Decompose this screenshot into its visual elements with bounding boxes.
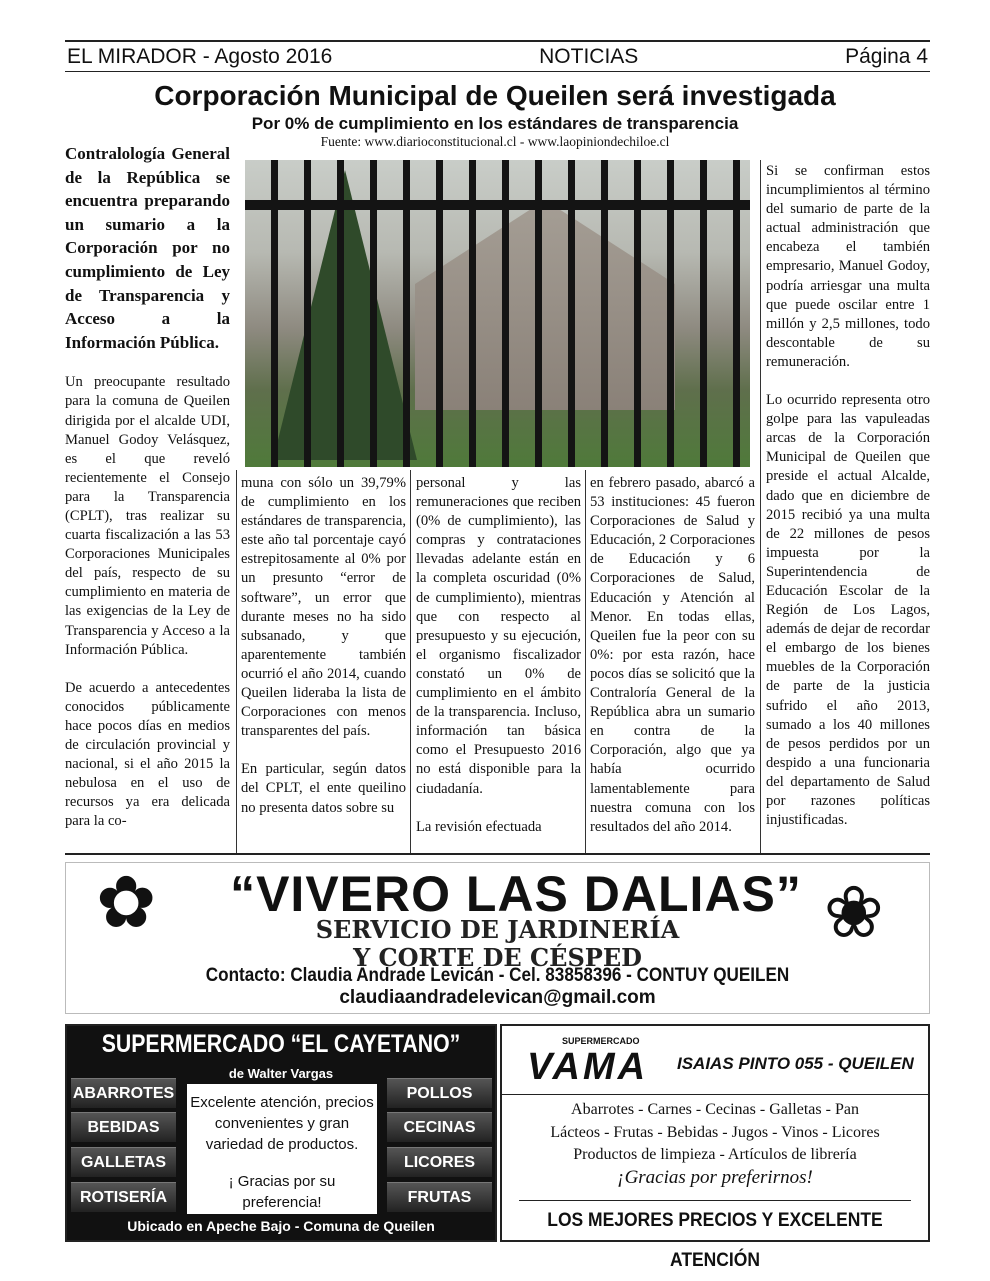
article-subtitle: Por 0% de cumplimiento en los estándares de transparencia <box>251 114 739 133</box>
ad-small-label: SUPERMERCADO <box>562 1036 640 1046</box>
ad-el-cayetano <box>65 1024 497 1242</box>
product-label: POLLOS <box>387 1078 492 1108</box>
ad-contact: Contacto: Claudia Andrade Levicán - Cel. 83858396 - CONTUY QUEILEN <box>205 965 790 986</box>
product-line: Abarrotes - Carnes - Cecinas - Galletas - Pan <box>571 1101 859 1118</box>
column-4 <box>590 474 755 856</box>
ad-text: Excelente atención, precios convenientes y gran variedad de productos. <box>190 1094 374 1153</box>
ad-thanks: ¡Gracias por preferirnos! <box>617 1166 813 1188</box>
paragraph: personal y las remuneraciones que reciben (0% de cumplimiento), las compras y contrataciones llevadas adelante están en la completa oscuridad (0% de cumplimiento), mientras que con respecto al presupuesto y su ejecución, el organismo fiscalizador constató un 0% de cumplimiento en el ámbito de la transparencia. Incluso, información tan básica como el Presupuesto 2016 no está disponible para la ciudadanía. <box>416 475 581 797</box>
product-label: FRUTAS <box>387 1182 492 1212</box>
vama-logo: VAMA <box>527 1046 649 1088</box>
page-header <box>65 40 930 72</box>
article-source: Fuente: www.diarioconstitucional.cl - www.laopiniondechiloe.cl <box>320 134 670 149</box>
ad-thanks: ¡ Gracias por su preferencia! <box>228 1173 336 1211</box>
product-label: CECINAS <box>387 1112 492 1142</box>
product-label: LICORES <box>387 1147 492 1177</box>
paragraph: Un preocupante resultado para la comuna de Queilen dirigida por el alcalde UDI, Manuel Godoy Velásquez, es el que reveló recientemente el Consejo para la Transparencia (CPLT), tras realizar su cuarta fiscalización a las 53 Corporaciones Municipales del país, respecto de su cumplimiento en materia de las exigencias de la Ley de Transparencia y Acceso a la Información Pública. <box>65 374 230 658</box>
product-label: ROTISERÍA <box>71 1182 176 1212</box>
flower-outline-icon: ❀ <box>823 873 884 953</box>
article-lead: Contralología General de la República se encuentra preparando un sumario a la Corporación por no cumplimiento de Ley de Transparencia y Acceso a la Información Pública. <box>65 144 230 352</box>
column-2 <box>241 474 406 837</box>
header-section: NOTICIAS <box>539 44 639 68</box>
ad-email: claudiaandradelevican@gmail.com <box>339 987 656 1008</box>
ad-title: SUPERMERCADO “EL CAYETANO” <box>101 1030 461 1058</box>
paragraph: muna con sólo un 39,79% de cumplimiento en los estándares de transparencia, este año tal porcentaje cayó estrepitosamente al 0% por un presunto “error de software”, un error que durante meses no ha sido subsanado, y que aparentemente también ocurrió el año 2014, cuando Queilen lideraba la lista de Corporaciones con menos transparentes del país. <box>241 475 406 740</box>
paragraph: Lo ocurrido representa otro golpe para las vapuleadas arcas de la Corporación Municipal de Queilen que preside el actual Alcalde, dado que en diciembre de 2015 recibió ya una multa de 22 millones de pesos impuesta por la Superintendencia de Educación Escolar de la Región de Los Lagos, además de dejar de recordar el embargo de los bienes muebles de la Corporación de parte de la justicia sufrido el año 2013, sumado a los 40 millones de pesos perdidos por un despido a una funcionaria del departamento de Salud por razones políticas injustificadas. <box>766 392 930 829</box>
ad-owner: de Walter Vargas <box>228 1066 334 1081</box>
ad-message <box>187 1084 377 1214</box>
ad-vama <box>500 1024 930 1271</box>
header-page: Página 4 <box>845 44 928 68</box>
section-divider <box>65 853 930 855</box>
ad-address: ISAIAS PINTO 055 - QUEILEN <box>677 1054 914 1073</box>
product-line: Productos de limpieza - Artículos de librería <box>573 1146 857 1163</box>
ad-name: “VIVERO LAS DALIAS” <box>230 866 802 922</box>
column-divider <box>585 470 586 855</box>
column-divider <box>410 470 411 855</box>
product-line: Lácteos - Frutas - Bebidas - Jugos - Vinos - Licores <box>550 1123 880 1141</box>
column-divider <box>760 160 761 855</box>
ad-vivero-las-dalias <box>65 862 930 1014</box>
flower-icon: ✿ <box>96 863 157 943</box>
paragraph: En particular, según datos del CPLT, el ente queilino no presenta datos sobre su <box>241 761 406 816</box>
product-label: ABARROTES <box>71 1078 176 1108</box>
ad-location: Ubicado en Apeche Bajo - Comuna de Queilen <box>127 1218 435 1234</box>
product-label: BEBIDAS <box>71 1112 176 1142</box>
paragraph: Si se confirman estos incumplimientos al término del sumario de parte de la actual administración que encabeza el también empresario, Manuel Godoy, podría arriesgar una multa que puede oscilar entre 1 millón y 2,5 millones, todo descontable de su remuneración. <box>766 163 930 370</box>
paragraph: De acuerdo a antecedentes conocidos públicamente hace pocos días en medios de circulación provincial y nacional, si el año 2015 la nebulosa en el uso de recursos ya era delicada para la co- <box>65 679 230 830</box>
article-photo <box>245 160 750 467</box>
paragraph: La revisión efectuada <box>416 818 542 835</box>
product-label: GALLETAS <box>71 1147 176 1177</box>
ad-service-2: Y CORTE DE CÉSPED <box>353 943 642 972</box>
paragraph: en febrero pasado, abarcó a 53 instituciones: 45 fueron Corporaciones de Salud y Educación, 2 Corporaciones de Educación y 6 Corporaciones de Salud, Educación y Atención al Menor. En todas ellas, Queilen fue la peor con su 0%: por esta razón, hace pocos días se solicitó que la Contraloría General de la República abra un sumario en contra de la Corporación, algo que ya había ocurrido lamentablemente para nuestra comuna con los resultados del año 2014. <box>590 475 755 835</box>
ad-service: SERVICIO DE JARDINERÍA <box>315 915 680 944</box>
ad-slogan: LOS MEJORES PRECIOS Y EXCELENTE ATENCIÓN <box>519 1200 911 1240</box>
fence-bars <box>245 160 750 467</box>
header-publication: EL MIRADOR - Agosto 2016 <box>67 44 333 68</box>
column-3 <box>416 474 581 856</box>
column-divider <box>236 470 237 855</box>
column-1 <box>65 142 230 851</box>
ad-products <box>502 1094 928 1189</box>
article-title: Corporación Municipal de Queilen será investigada <box>154 80 836 111</box>
column-5 <box>766 162 930 849</box>
